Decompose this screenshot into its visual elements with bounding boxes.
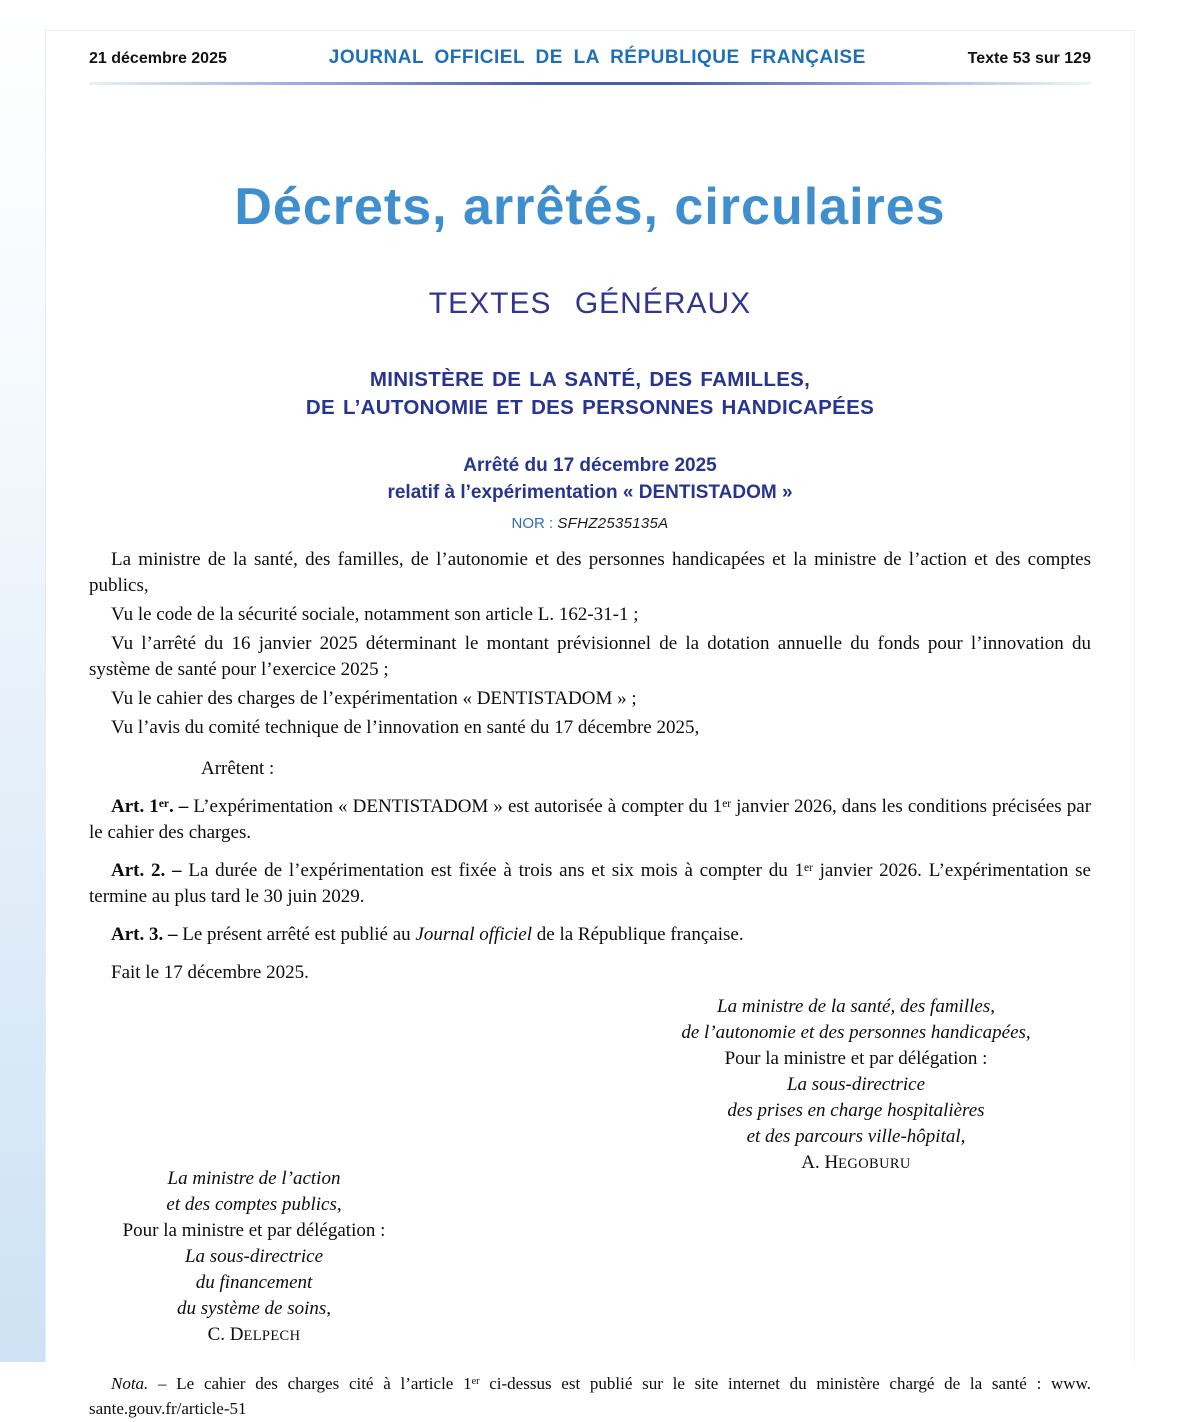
paragraph-article-1: Art. 1er. – L’expérimentation « DENTISTADOM » est autorisée à compter du 1er janvier 2026, dans les conditions précisées par le cahier des charges. (89, 795, 1092, 843)
section-title: Décrets, arrêtés, circulaires (234, 178, 946, 236)
paragraph-arretent: Arrêtent : (201, 757, 275, 779)
signature-line: des prises en charge hospitalières (727, 1099, 985, 1121)
signature-line: La sous-directrice (786, 1073, 926, 1095)
page-content (46, 31, 1134, 1422)
signature-accounts-minister (89, 1166, 419, 1348)
paragraph-intro: La ministre de la santé, des familles, de l’autonomie et des personnes handicapées et la ministre de l’action et des comptes publics, (89, 548, 1091, 596)
nor-value: SFHZ2535135A (557, 514, 669, 532)
signature-line: du financement (195, 1271, 313, 1293)
paragraph-fait-le: Fait le 17 décembre 2025. (111, 961, 309, 983)
paragraph-vu-1: Vu le code de la sécurité sociale, notamment son article L. 162-31-1 ; (111, 603, 639, 625)
signature-line: Pour la ministre et par délégation : (122, 1219, 386, 1241)
nor-label: NOR : (511, 514, 558, 532)
paragraph-article-2: Art. 2. – La durée de l’expérimentation est fixée à trois ans et six mois à compter du 1er janvier 2026. L’expérimentation se termine au plus tard le 30 juin 2029. (89, 859, 1091, 907)
signature-line: et des parcours ville-hôpital, (746, 1125, 966, 1147)
header-journal-title: JOURNAL OFFICIEL DE LA RÉPUBLIQUE FRANÇAISE (328, 47, 866, 68)
paragraph-vu-3: Vu le cahier des charges de l’expérimentation « DENTISTADOM » ; (111, 687, 637, 709)
left-edge-gradient (0, 0, 45, 1362)
act-title-line-1: Arrêté du 17 décembre 2025 (463, 455, 717, 477)
page-header (89, 47, 1091, 69)
signature-line: et des comptes publics, (166, 1193, 342, 1215)
header-date: 21 décembre 2025 (89, 50, 227, 67)
ministry-heading (89, 366, 1091, 421)
act-title-line-2: relatif à l’expérimentation « DENTISTADOM » (387, 481, 793, 503)
signature-line: La ministre de l’action (167, 1167, 341, 1189)
header-rule (89, 82, 1091, 85)
act-title (89, 453, 1091, 506)
signature-line: C. DELPECH (207, 1323, 301, 1345)
ministry-line-2: DE L’AUTONOMIE ET DES PERSONNES HANDICAPÉES (305, 395, 875, 419)
nota-footnote: Nota. – Le cahier des charges cité à l’article 1er ci-dessus est publié sur le site internet du ministère chargé de la santé : www.​sante.gouv.fr/article-51 (89, 1373, 1092, 1419)
paragraph-article-3: Art. 3. – Le présent arrêté est publié au Journal officiel de la République française. (111, 923, 744, 945)
signature-health-minister (621, 994, 1091, 1176)
subsection-title: TEXTES GÉNÉRAUX (428, 287, 752, 320)
signature-line: du système de soins, (176, 1297, 332, 1319)
signature-line: de l’autonomie et des personnes handicapées, (681, 1021, 1031, 1043)
signature-line: A. HEGOBURU (801, 1151, 911, 1173)
signature-line: La sous-directrice (184, 1245, 324, 1267)
document-page (45, 30, 1135, 1419)
ministry-line-1: MINISTÈRE DE LA SANTÉ, DES FAMILLES, (369, 368, 811, 391)
act-body (89, 547, 1091, 986)
paragraph-vu-2: Vu l’arrêté du 16 janvier 2025 déterminant le montant prévisionnel de la dotation annuelle du fonds pour l’innovation du système de santé pour l’exercice 2025 ; (89, 632, 1091, 680)
paragraph-vu-4: Vu l’avis du comité technique de l’innovation en santé du 17 décembre 2025, (111, 716, 700, 738)
header-texte-ref: Texte 53 sur 129 (967, 50, 1091, 67)
nor-line (89, 515, 1091, 532)
signature-line: Pour la ministre et par délégation : (724, 1047, 988, 1069)
signature-line: La ministre de la santé, des familles, (717, 995, 995, 1017)
